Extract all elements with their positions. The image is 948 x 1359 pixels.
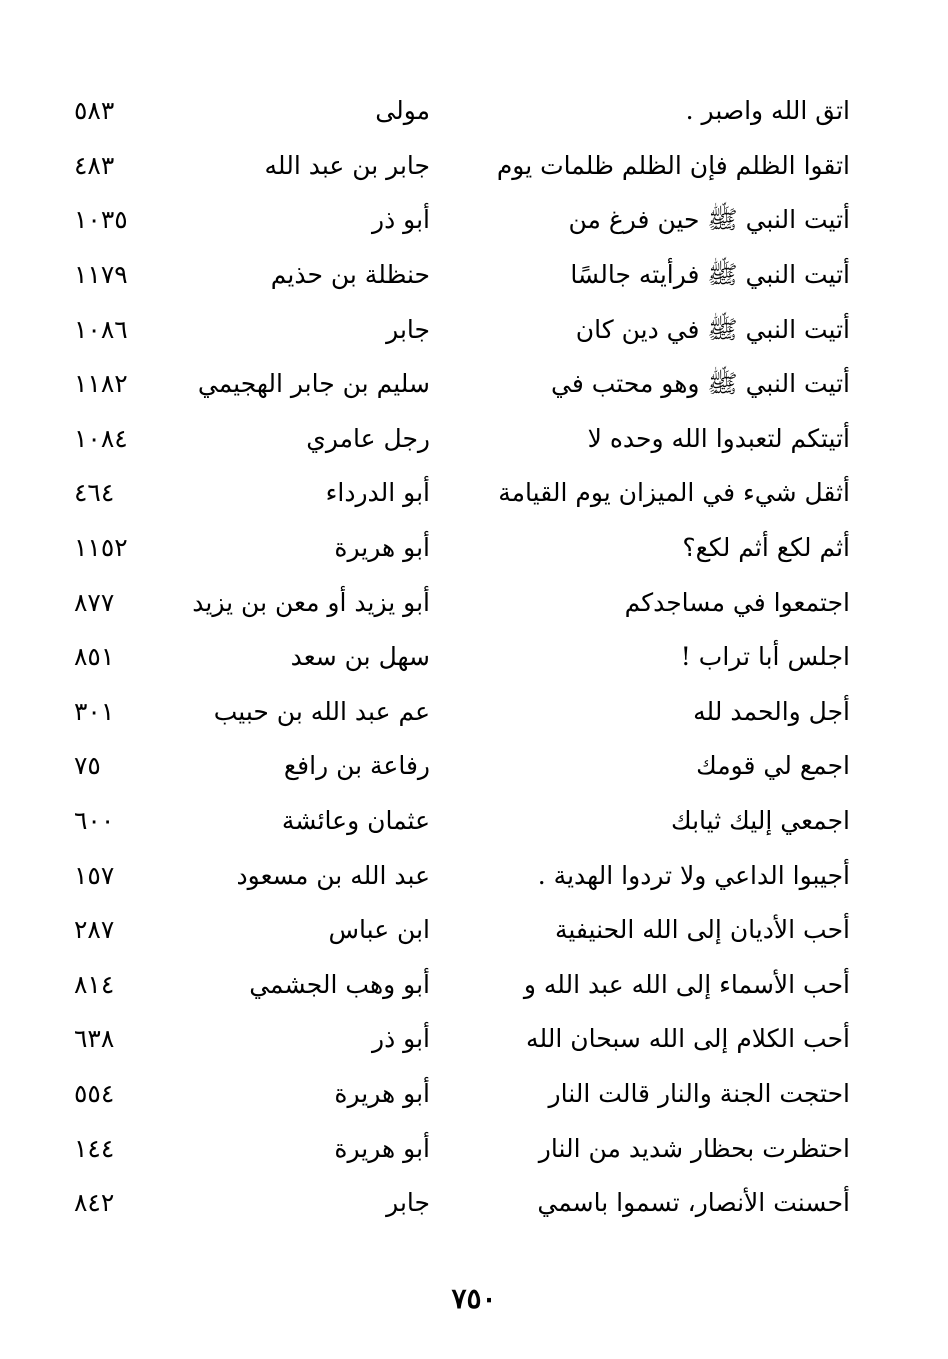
index-row — [60, 1176, 850, 1231]
index-row — [60, 466, 850, 521]
narrator-name: رفاعة بن رافع — [283, 751, 430, 781]
page-reference: ٥٨٣ — [74, 96, 115, 126]
narrator-name: أبو وهب الجشمي — [249, 969, 430, 999]
narrator-name: جابر — [386, 314, 430, 344]
page-reference: ١١٥٢ — [74, 533, 128, 563]
narrator-name: رجل عامري — [306, 423, 430, 453]
page-reference: ١١٨٢ — [74, 369, 128, 399]
index-row — [60, 521, 850, 576]
narrator-name: أبو يزيد أو معن بن يزيد — [192, 587, 430, 617]
index-row — [60, 193, 850, 248]
index-row — [60, 1121, 850, 1176]
narrator-name: أبو هريرة — [334, 533, 430, 563]
narrator-name: أبو هريرة — [334, 1133, 430, 1163]
index-row — [60, 412, 850, 467]
page-reference: ٨٧٧ — [74, 587, 115, 617]
hadith-text: أحب الأسماء إلى الله عبد الله و — [523, 969, 850, 999]
hadith-text: أحب الكلام إلى الله سبحان الله — [526, 1024, 850, 1054]
page-reference: ٦٣٨ — [74, 1024, 115, 1054]
page-reference: ٤٨٣ — [74, 150, 115, 180]
hadith-text: اجلس أبا تراب ! — [680, 642, 850, 672]
page-reference: ١٠٨٤ — [74, 423, 128, 453]
hadith-text: اجتمعوا في مساجدكم — [624, 587, 850, 617]
narrator-name: عثمان وعائشة — [281, 806, 430, 836]
page-reference: ١٤٤ — [74, 1133, 115, 1163]
index-row — [60, 248, 850, 303]
narrator-name: سليم بن جابر الهجيمي — [197, 369, 430, 399]
index-row — [60, 1067, 850, 1122]
page-reference: ٧٥ — [74, 751, 101, 781]
hadith-text: أجل والحمد لله — [693, 696, 850, 726]
narrator-name: جابر بن عبد الله — [264, 150, 430, 180]
page-reference: ٦٠٠ — [74, 806, 115, 836]
index-row — [60, 630, 850, 685]
hadith-text: اتق الله واصبر . — [685, 96, 850, 126]
hadith-text: أتيتكم لتعبدوا الله وحده لا — [587, 423, 850, 453]
narrator-name: مولى — [375, 96, 430, 126]
narrator-name: جابر — [386, 1188, 430, 1218]
index-row — [60, 84, 850, 139]
index-row — [60, 357, 850, 412]
hadith-text: اجمع لي قومك — [696, 751, 850, 781]
index-row — [60, 903, 850, 958]
hadith-text: احتجت الجنة والنار قالت النار — [548, 1078, 850, 1108]
hadith-text: أجيبوا الداعي ولا تردوا الهدية . — [537, 860, 850, 890]
page-reference: ٨١٤ — [74, 969, 115, 999]
hadith-text: اتقوا الظلم فإن الظلم ظلمات يوم — [496, 150, 850, 180]
index-row — [60, 685, 850, 740]
page-number: ٧٥٠ — [451, 1282, 497, 1315]
page-reference: ٢٨٧ — [74, 915, 115, 945]
page-reference: ١٠٣٥ — [74, 205, 128, 235]
hadith-text: احتظرت بحظار شديد من النار — [538, 1133, 850, 1163]
hadith-text: أحب الأديان إلى الله الحنيفية — [554, 915, 850, 945]
hadith-text: أتيت النبي ﷺ وهو محتب في — [551, 369, 850, 399]
page-reference: ٤٦٤ — [74, 478, 115, 508]
narrator-name: أبو الدرداء — [325, 478, 430, 508]
page-reference: ١١٧٩ — [74, 260, 128, 290]
hadith-text: أتيت النبي ﷺ في دين كان — [575, 314, 850, 344]
hadith-text: أحسنت الأنصار، تسموا باسمي — [537, 1188, 850, 1218]
index-row — [60, 958, 850, 1013]
hadith-text: أتيت النبي ﷺ فرأيته جالسًا — [570, 260, 850, 290]
narrator-name: أبو هريرة — [334, 1078, 430, 1108]
index-row — [60, 139, 850, 194]
narrator-name: حنظلة بن حذيم — [270, 260, 430, 290]
index-row — [60, 302, 850, 357]
page-reference: ١٠٨٦ — [74, 314, 128, 344]
index-row — [60, 739, 850, 794]
index-row — [60, 794, 850, 849]
hadith-text: أتيت النبي ﷺ حين فرغ من — [568, 205, 850, 235]
narrator-name: ابن عباس — [328, 915, 430, 945]
index-row — [60, 848, 850, 903]
page-reference: ٨٤٢ — [74, 1188, 115, 1218]
hadith-text: أثقل شيء في الميزان يوم القيامة — [498, 478, 850, 508]
narrator-name: سهل بن سعد — [290, 642, 430, 672]
page-reference: ١٥٧ — [74, 860, 115, 890]
narrator-name: عم عبد الله بن حبيب — [213, 696, 430, 726]
index-row — [60, 575, 850, 630]
page-reference: ٣٠١ — [74, 696, 115, 726]
narrator-name: أبو ذر — [372, 205, 430, 235]
index-row — [60, 1012, 850, 1067]
hadith-text: اجمعي إليك ثيابك — [671, 806, 850, 836]
narrator-name: عبد الله بن مسعود — [236, 860, 430, 890]
page-reference: ٥٥٤ — [74, 1078, 115, 1108]
hadith-index-table — [60, 84, 850, 1230]
page-reference: ٨٥١ — [74, 642, 115, 672]
hadith-text: أثم لكع أثم لكع؟ — [682, 533, 850, 563]
narrator-name: أبو ذر — [372, 1024, 430, 1054]
